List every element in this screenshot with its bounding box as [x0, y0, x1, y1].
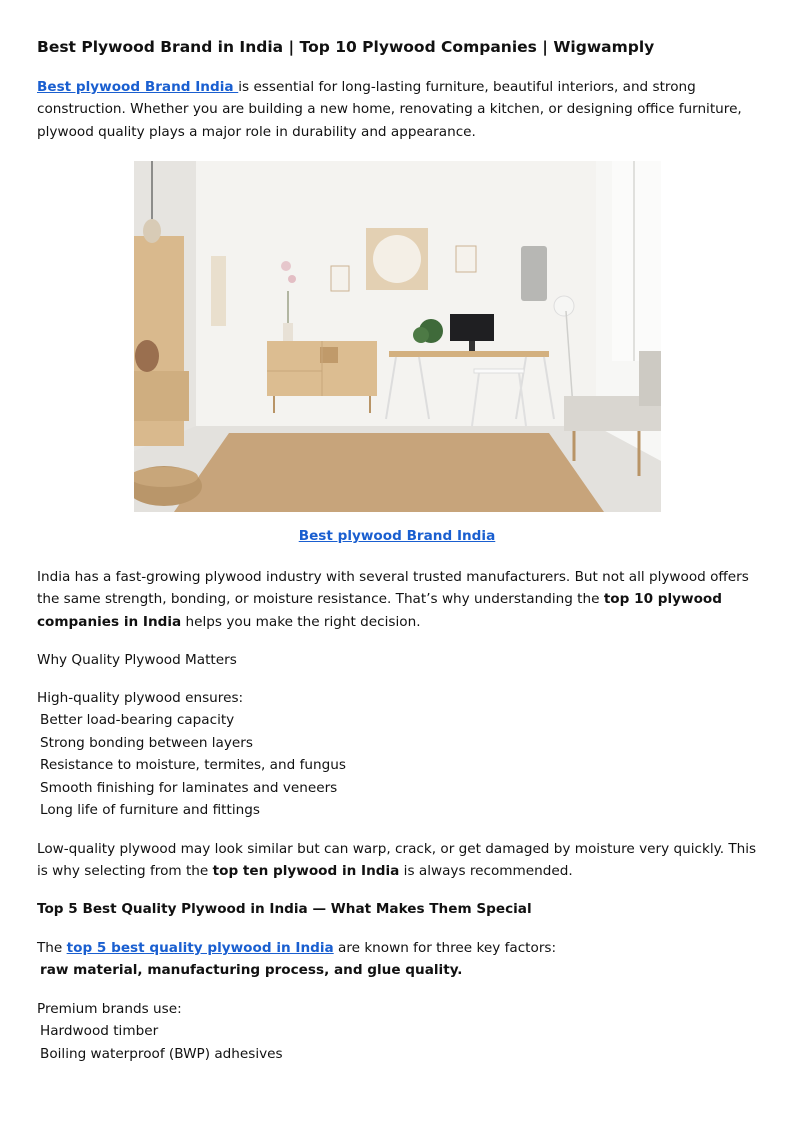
intro-paragraph: Best plywood Brand India is essential for long-lasting furniture, beautiful interiors, and strong construction. Whether you are building a new home, renovating a kitchen, or designing office furniture, plywood quality plays a major role in durability and appearance.: [37, 79, 742, 140]
emphasis-top-ten: top ten plywood in India: [212, 863, 400, 880]
list-item: Hardwood timber: [40, 1023, 159, 1040]
ensures-list: [37, 687, 757, 821]
intro-link[interactable]: Best plywood Brand India: [37, 79, 239, 95]
ensures-lead: High-quality plywood ensures:: [37, 690, 244, 706]
premium-list: [37, 998, 757, 1065]
caption-link[interactable]: Best plywood Brand India: [298, 528, 496, 544]
low-quality-paragraph: Low-quality plywood may look similar but can warp, crack, or get damaged by moisture very quickly. This is why selecting from the top ten plywood in India is always recommended.: [37, 841, 757, 880]
list-item: Smooth finishing for laminates and veneers: [40, 779, 338, 796]
top5-heading: Top 5 Best Quality Plywood in India — What Makes Them Special: [37, 901, 532, 917]
list-item: Better load-bearing capacity: [40, 712, 235, 729]
why-heading: Why Quality Plywood Matters: [37, 652, 237, 668]
page-title: Best Plywood Brand in India | Top 10 Plywood Companies | Wigwamply: [37, 38, 655, 56]
top5-paragraph: The top 5 best quality plywood in India are known for three key factors: raw material, manufacturing process, and glue quality.: [37, 940, 557, 979]
key-factors: raw material, manufacturing process, and glue quality.: [40, 962, 463, 979]
list-item: Long life of furniture and fittings: [40, 802, 260, 819]
industry-paragraph: India has a fast-growing plywood industry with several trusted manufacturers. But not all plywood offers the same strength, bonding, or moisture resistance. That’s why understanding the top 10 plywood companies in India helps you make the right decision.: [37, 569, 749, 630]
top5-link[interactable]: top 5 best quality plywood in India: [66, 940, 334, 956]
living-room-photo: [134, 161, 661, 512]
emphasis-top10: top 10 plywood companies in India: [37, 591, 722, 630]
premium-lead: Premium brands use:: [37, 1001, 182, 1017]
figure-caption: [37, 528, 757, 544]
list-item: Resistance to moisture, termites, and fungus: [40, 757, 346, 774]
list-item: Strong bonding between layers: [40, 734, 253, 751]
list-item: Boiling waterproof (BWP) adhesives: [40, 1045, 283, 1062]
